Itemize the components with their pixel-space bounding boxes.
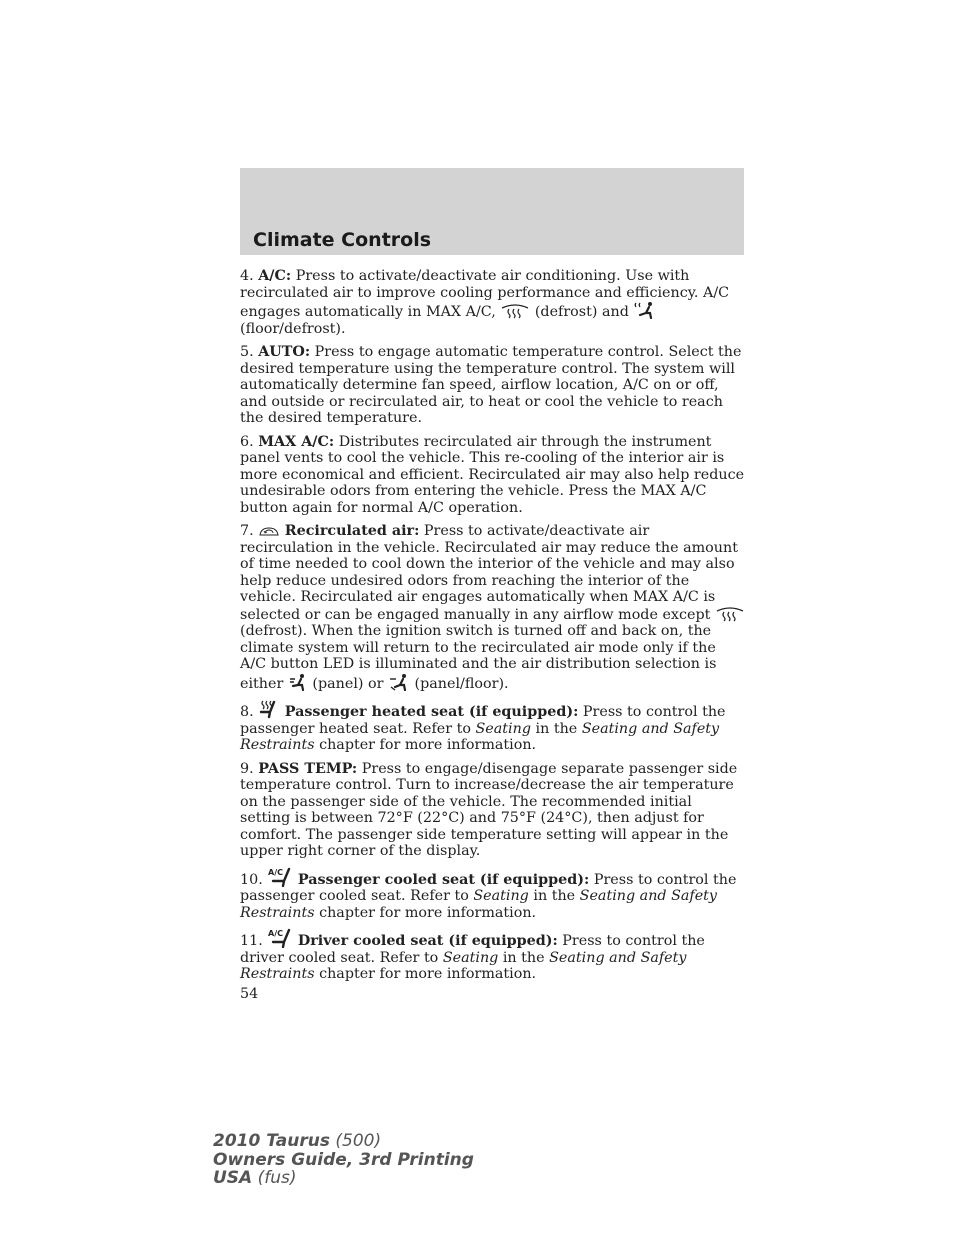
heated-seat-icon: [258, 699, 280, 719]
item-driver-cooled-seat: 11. A/C Driver cooled seat (if equipped): Press to control the driver cooled seat. Refer to Seating in the Seating and Safety Restraints chapter for more information.: [240, 929, 705, 982]
cooled-seat-icon-text: A/C: [268, 929, 284, 938]
recirculation-icon: [258, 526, 280, 538]
footer: [213, 1132, 474, 1188]
page-content: [240, 268, 745, 1002]
item-label: Recirculated air:: [284, 523, 420, 539]
panel-floor-vent-icon: [388, 673, 410, 691]
cooled-seat-icon-text: A/C: [268, 867, 284, 877]
item-label: AUTO:: [258, 344, 311, 360]
section-title: Climate Controls: [253, 229, 432, 251]
item-label: A/C:: [258, 268, 292, 284]
item-max-ac: 6. MAX A/C: Distributes recirculated air through the instrument panel vents to cool the vehicle. This re-cooling of the interior air is more economical and efficient. Recirculated air may also help reduce undesirable odors from entering the vehicle. Press the MAX A/C button again for normal A/C operation.: [240, 433, 745, 516]
cooled-seat-icon: [267, 928, 293, 948]
item-label: Driver cooled seat (if equipped):: [297, 933, 558, 949]
cooled-seat-icon: [267, 867, 293, 887]
footer-market-line: USA (fus): [213, 1168, 297, 1188]
item-label: PASS TEMP:: [258, 760, 358, 777]
item-label: Passenger cooled seat (if equipped):: [297, 871, 590, 888]
item-passenger-heated-seat: 8. Passenger heated seat (if equipped): Press to control the passenger heated seat. Refer to Seating in the Seating and Safety Restraints chapter for more information.: [240, 699, 745, 754]
item-passenger-cooled-seat: 10. A/C Passenger cooled seat (if equipped): Press to control the passenger cooled seat. Refer to Seating in the Seating and Safety Restraints chapter for more information.: [240, 867, 737, 921]
item-label: Passenger heated seat (if equipped):: [284, 704, 579, 720]
panel-vent-icon: [288, 673, 308, 691]
page-number: 54: [240, 985, 259, 1002]
item-ac: 4. A/C: Press to activate/deactivate air conditioning. Use with recirculated air to improve cooling performance and efficiency. A/C engages automatically in MAX A/C, (defrost) and (floor/defrost).: [240, 268, 730, 337]
item-pass-temp: 9. PASS TEMP: Press to engage/disengage separate passenger side temperature control. Turn to increase/decrease the air temperature on the passenger side of the vehicle. The recommended initial setting is between 72°F (22°C) and 75°F (24°C), then adjust for comfort. The passenger side temperature setting will appear in the upper right corner of the display.: [240, 760, 738, 859]
floor-defrost-icon: [633, 301, 655, 319]
defrost-icon: [715, 606, 745, 622]
footer-model-line: 2010 Taurus (500): [213, 1131, 382, 1151]
item-auto: 5. AUTO: Press to engage automatic temperature control. Select the desired temperature using the temperature control. The system will automatically determine fan speed, airflow location, A/C on or off, and outside or recirculated air, to heat or cool the vehicle to reach the desired temperature.: [240, 344, 742, 426]
footer-guide-line: Owners Guide, 3rd Printing: [213, 1149, 474, 1170]
item-recirculated-air: 7. Recirculated air: Press to activate/deactivate air recirculation in the vehicle. Recirculated air may reduce the amount of time needed to cool down the interior of the vehicle and may also help reduce undesired odors from reaching the interior of the vehicle. Recirculated air engages automatically when MAX A/C is selected or can be engaged manually in any airflow mode except (defrost). When the ignition switch is turned off and back on, the climate system will return to the recirculated air mode only if the A/C button LED is illuminated and the air distribution selection is either (panel) or (panel/floor).: [240, 523, 745, 692]
defrost-icon: [500, 303, 530, 319]
item-label: MAX A/C:: [258, 433, 335, 450]
